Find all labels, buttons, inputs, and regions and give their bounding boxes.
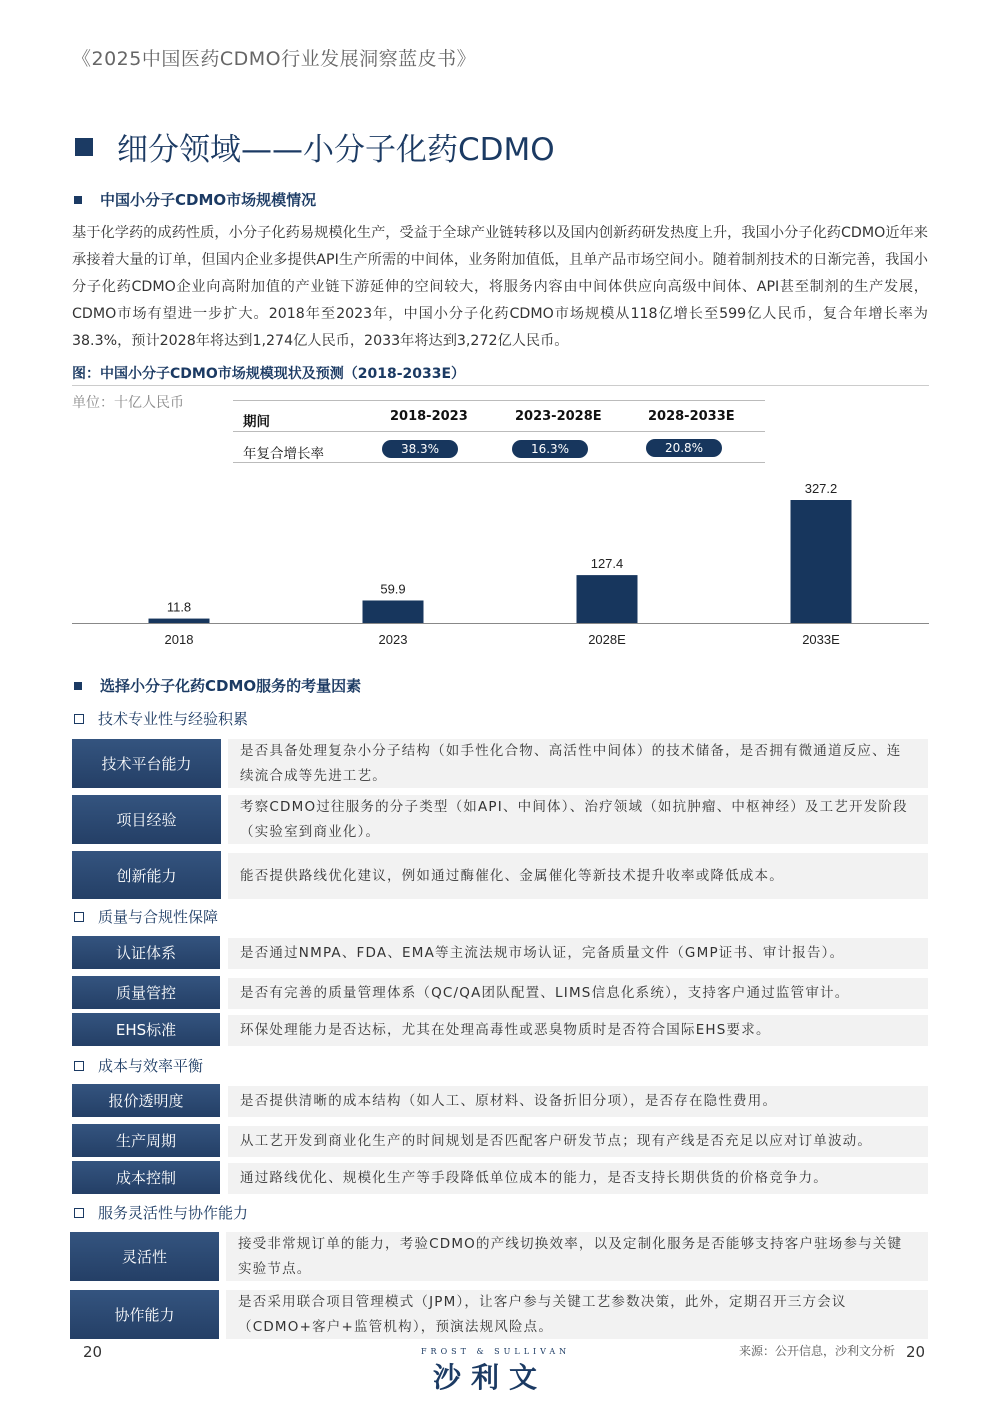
hollow-square-icon: [74, 1061, 84, 1071]
cagr-period-label: 期间: [243, 414, 270, 430]
source-note: 来源：公开信息，沙利文分析: [739, 1344, 896, 1358]
table-line: [233, 431, 765, 432]
group-heading-text: 成本与效率平衡: [98, 1057, 204, 1075]
factor-label: 项目经验: [72, 795, 221, 844]
table-line: [233, 462, 765, 463]
x-tick-label: 2023: [378, 632, 408, 647]
group-heading: [72, 1055, 203, 1076]
factor-label: 创新能力: [72, 851, 221, 899]
factor-label: 质量管控: [72, 976, 220, 1009]
group-heading: [72, 708, 248, 729]
cagr-rate-pill: 38.3%: [382, 440, 458, 458]
data-label: 59.9: [380, 581, 406, 597]
section-heading-factors: [74, 675, 361, 696]
factor-label: EHS标准: [72, 1013, 220, 1046]
report-title: 《2025中国医药CDMO行业发展洞察蓝皮书》: [72, 48, 477, 70]
cagr-rate-label: 年复合增长率: [243, 446, 324, 462]
figure-divider: [72, 385, 929, 386]
factor-description: 从工艺开发到商业化生产的时间规划是否匹配客户研发节点；现有产线是否充足以应对订单波动。: [228, 1126, 928, 1157]
square-bullet-icon: [74, 682, 82, 690]
bar-2023: [363, 600, 424, 623]
cagr-period: 2018-2023: [390, 409, 468, 424]
figure-title: 图：中国小分子CDMO市场规模现状及预测（2018-2033E）: [72, 366, 466, 382]
group-heading: [72, 906, 218, 927]
figure-unit: 单位：十亿人民币: [72, 395, 184, 411]
group-heading-text: 质量与合规性保障: [98, 908, 219, 926]
cagr-period: 2028-2033E: [648, 409, 735, 424]
factor-description: 是否具备处理复杂小分子结构（如手性化合物、高活性中间体）的技术储备，是否拥有微通道反应、连续流合成等先进工艺。: [228, 739, 928, 788]
page-number-right: 20: [906, 1343, 926, 1361]
factor-label: 认证体系: [72, 936, 220, 969]
page-title-text: 细分领域——小分子化药CDMO: [117, 132, 555, 168]
factor-description: 是否有完善的质量管理体系（QC/QA团队配置、LIMS信息化系统），支持客户通过监管审计。: [228, 978, 928, 1009]
square-bullet-icon: [75, 138, 93, 156]
x-tick-label: 2033E: [802, 632, 840, 647]
factor-label: 协作能力: [70, 1290, 219, 1339]
section-heading-text: 选择小分子化药CDMO服务的考量因素: [100, 677, 362, 695]
factor-description: 能否提供路线优化建议，例如通过酶催化、金属催化等新技术提升收率或降低成本。: [228, 853, 928, 899]
factor-label: 生产周期: [72, 1124, 220, 1157]
factor-description: 接受非常规订单的能力，考验CDMO的产线切换效率，以及定制化服务是否能够支持客户驻场参与关键实验节点。: [226, 1232, 928, 1281]
data-label: 11.8: [166, 599, 192, 615]
section-heading-text: 中国小分子CDMO市场规模情况: [100, 191, 317, 209]
hollow-square-icon: [74, 1208, 84, 1218]
x-tick-label: 2018: [164, 632, 194, 647]
hollow-square-icon: [74, 714, 84, 724]
group-heading-text: 服务灵活性与协作能力: [98, 1204, 249, 1222]
factor-description: 环保处理能力是否达标，尤其在处理高毒性或恶臭物质时是否符合国际EHS要求。: [228, 1015, 928, 1046]
cagr-rate-pill: 20.8%: [646, 439, 722, 457]
factor-description: 是否提供清晰的成本结构（如人工、原材料、设备折旧分项），是否存在隐性费用。: [228, 1086, 928, 1117]
x-tick-label: 2028E: [588, 632, 626, 647]
factor-description: 是否通过NMPA、FDA、EMA等主流法规市场认证，完备质量文件（GMP证书、审计报告）。: [228, 938, 928, 969]
hollow-square-icon: [74, 912, 84, 922]
bar-2033E: [791, 500, 852, 623]
factor-label: 灵活性: [70, 1232, 219, 1281]
market-paragraph: 基于化学药的成药性质，小分子化药易规模化生产，受益于全球产业链转移以及国内创新药研发热度上升，我国小分子化药CDMO近年来承接着大量的订单，但国内企业多提供API生产所需的中间体，业务附加值低，且单产品市场空间小。随着制剂技术的日渐完善，我国小分子化药CDMO企业向高附加值的产业链下游延伸的空间较大，将服务内容由中间体供应向高级中间体、API甚至制剂的生产发展，CDMO市场有望进一步扩大。2018年至2023年，中国小分子化药CDMO市场规模从118亿增长至599亿人民币，复合年增长率为38.3%，预计2028年将达到1,274亿人民币，2033年将达到3,272亿人民币。: [72, 225, 928, 349]
square-bullet-icon: [74, 196, 82, 204]
page-title: [75, 124, 555, 169]
factor-description: 考察CDMO过往服务的分子类型（如API、中间体）、治疗领域（如抗肿瘤、中枢神经）及工艺开发阶段（实验室到商业化）。: [228, 795, 928, 844]
factor-description: 通过路线优化、规模化生产等手段降低单位成本的能力，是否支持长期供货的价格竞争力。: [228, 1163, 928, 1194]
bar-2028E: [577, 575, 638, 623]
factor-label: 成本控制: [72, 1161, 220, 1194]
section-heading-market: [74, 189, 316, 210]
group-heading-text: 技术专业性与经验积累: [98, 710, 249, 728]
market-size-bar-chart: [72, 470, 929, 655]
page-number-left: 20: [83, 1343, 103, 1361]
factor-description: 是否采用联合项目管理模式（JPM），让客户参与关键工艺参数决策，此外，定期召开三方会议（CDMO+客户+监管机构），预演法规风险点。: [226, 1290, 928, 1339]
cagr-rate-pill: 16.3%: [512, 440, 588, 458]
data-label: 327.2: [804, 481, 838, 496]
table-line: [233, 400, 765, 401]
frost-sullivan-logo-cn: 沙利文: [433, 1361, 548, 1394]
group-heading: [72, 1202, 248, 1223]
factor-label: 报价透明度: [72, 1084, 220, 1117]
factor-label: 技术平台能力: [72, 739, 221, 788]
bar-2018: [149, 619, 210, 623]
cagr-period: 2023-2028E: [515, 409, 602, 424]
cagr-table: [233, 400, 765, 462]
frost-sullivan-logo-text: FROST & SULLIVAN: [421, 1347, 571, 1356]
data-label: 127.4: [590, 556, 624, 572]
